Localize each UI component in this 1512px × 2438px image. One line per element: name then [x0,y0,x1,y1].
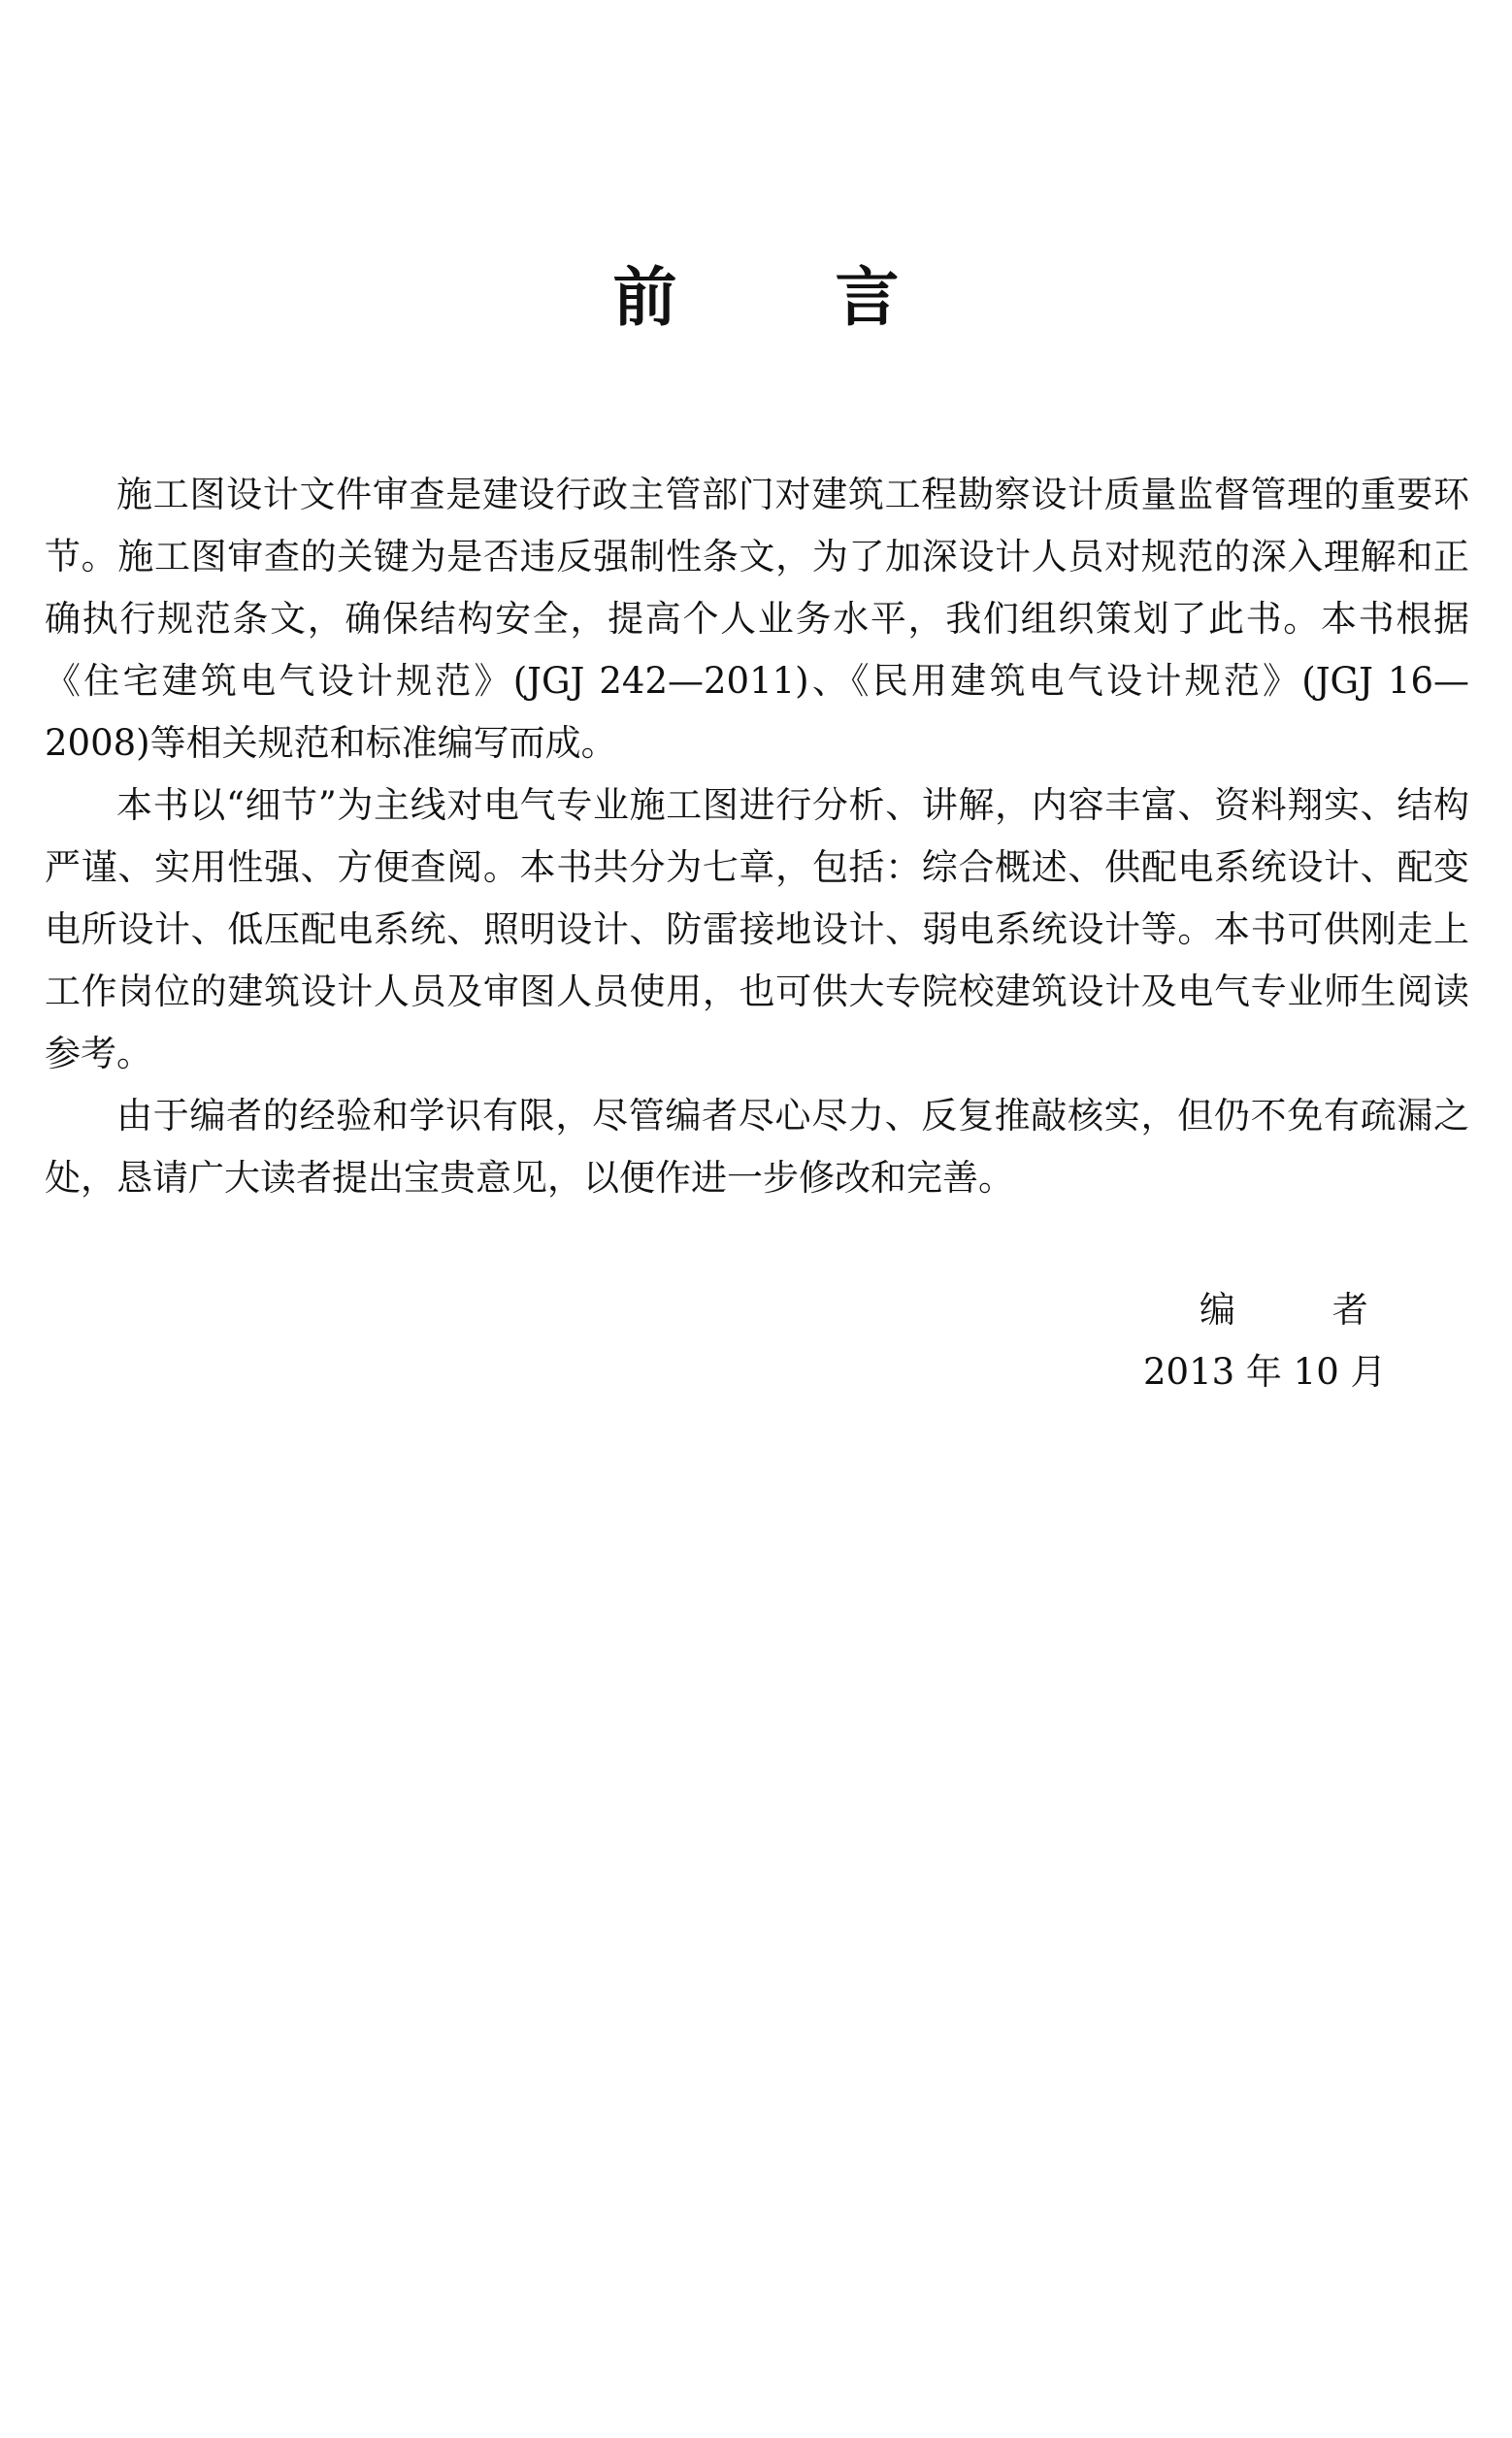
page-title: 前 言 [612,260,968,335]
signature-date: 2013 年 10 月 [1143,1351,1387,1393]
paragraph: 由于编者的经验和学识有限，尽管编者尽心尽力、反复推敲核实，但仍不免有疏漏之处，恳请广大读者提出宝贵意见，以便作进一步修改和完善。 [45,1095,1469,1199]
paragraph: 施工图设计文件审查是建设行政主管部门对建筑工程勘察设计质量监督管理的重要环节。施工图审查的关键为是否违反强制性条文，为了加深设计人员对规范的深入理解和正确执行规范条文，确保结构安全，提高个人业务水平，我们组织策划了此书。本书根据《住宅建筑电气设计规范》(JGJ 242—2011)、《民用建筑电气设计规范》(JGJ 16—2008)等相关规范和标准编写而成。 [45,474,1469,764]
signature-author: 编 者 [1200,1289,1411,1331]
preface-body [45,464,1469,1209]
paragraph: 本书以“细节”为主线对电气专业施工图进行分析、讲解，内容丰富、资料翔实、结构严谨、实用性强、方便查阅。本书共分为七章，包括：综合概述、供配电系统设计、配变电所设计、低压配电系统、照明设计、防雷接地设计、弱电系统设计等。本书可供刚走上工作岗位的建筑设计人员及审图人员使用，也可供大专院校建筑设计及电气专业师生阅读参考。 [45,784,1469,1074]
